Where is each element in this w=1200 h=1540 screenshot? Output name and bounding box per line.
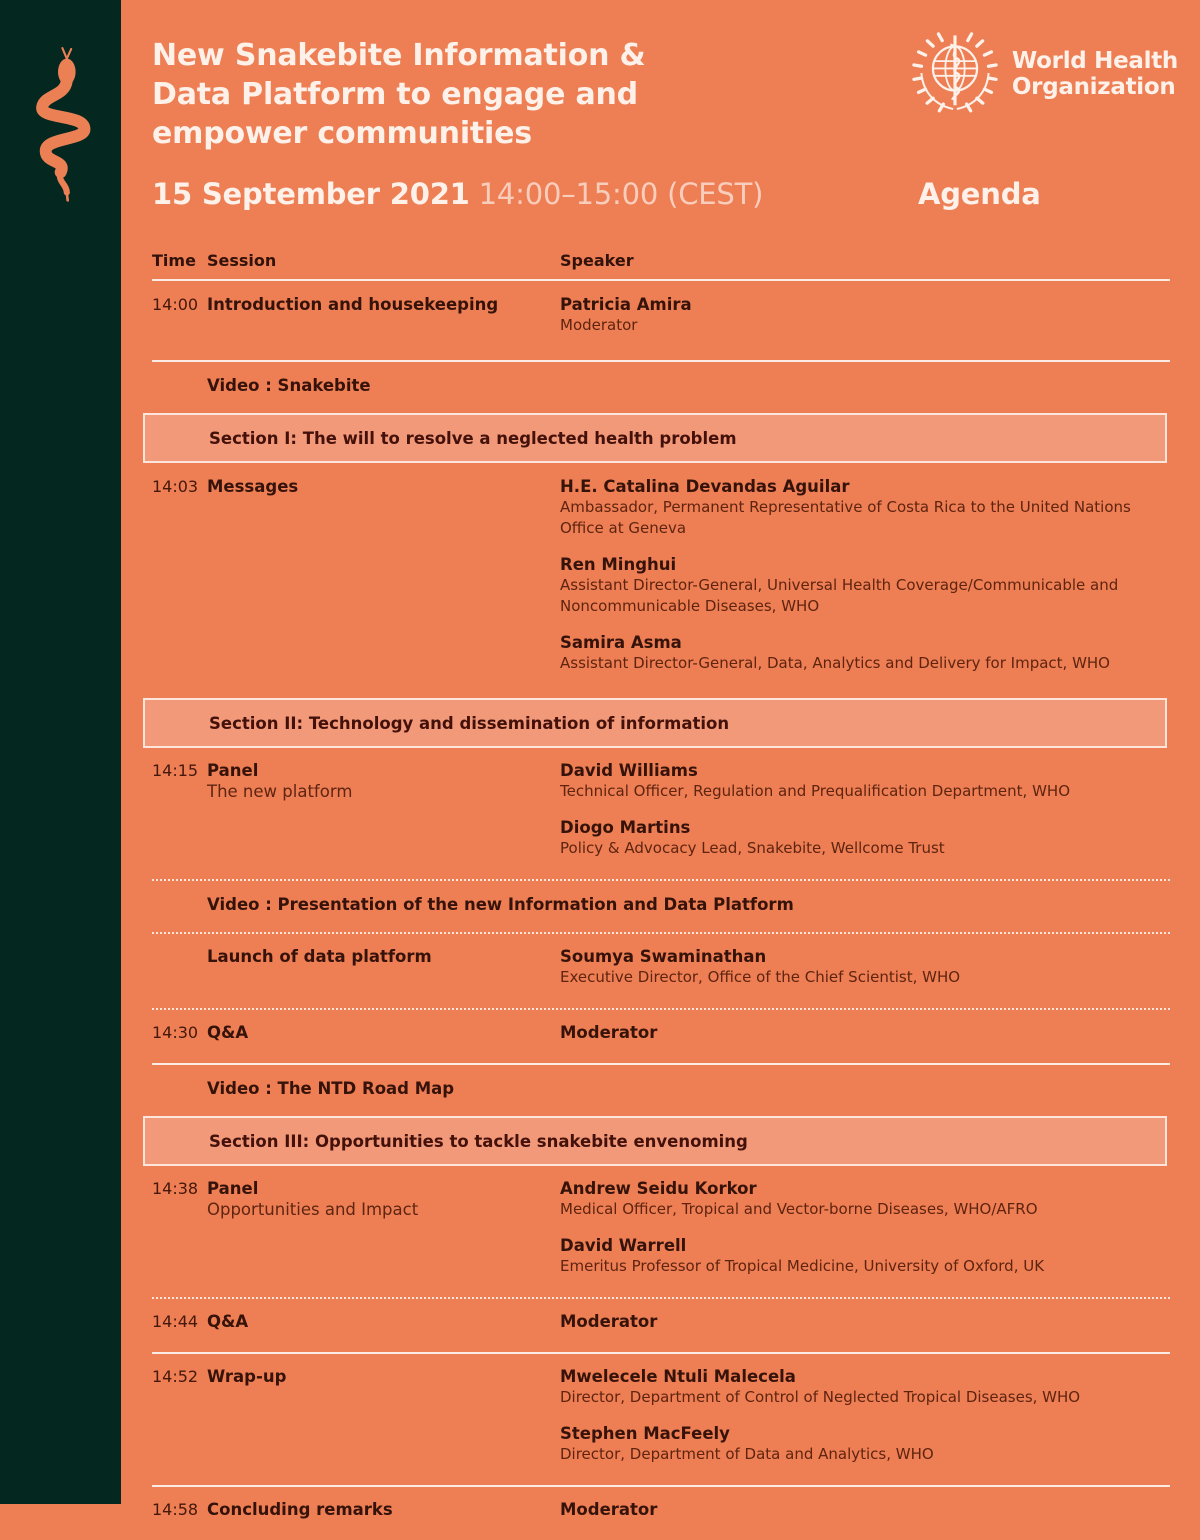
event-time-range: 14:00–15:00 (CEST) (469, 177, 764, 211)
video-row-ntd: Video : The NTD Road Map (207, 1079, 455, 1098)
speaker-cell (560, 294, 1170, 336)
session-title: Panel (207, 761, 259, 780)
speaker-entry (560, 1366, 1170, 1408)
who-emblem-icon (909, 28, 1001, 120)
speaker-cell (560, 1178, 1170, 1277)
speaker-role: Executive Director, Office of the Chief Scientist, WHO (560, 968, 961, 986)
date-row (152, 177, 1170, 217)
agenda-row-1444 (152, 1299, 1170, 1352)
speaker-entry (560, 554, 1170, 617)
section-band-1: Section I: The will to resolve a neglected health problem (143, 413, 1167, 463)
who-text-line-2: Organization (1011, 74, 1176, 100)
speaker-role: Emeritus Professor of Tropical Medicine, University of Oxford, UK (560, 1257, 1045, 1275)
title-line-2: Data Platform to engage and (152, 77, 638, 112)
agenda-row-1400 (152, 281, 1170, 360)
title-line-1: New Snakebite Information & (152, 38, 646, 73)
speaker-entry (560, 760, 1170, 802)
speaker-cell (560, 946, 1170, 988)
speaker-name: David Williams (560, 761, 698, 780)
speaker-entry (560, 632, 1170, 674)
session-subtitle: The new platform (207, 782, 353, 801)
speaker-role: Policy & Advocacy Lead, Snakebite, Wellcome Trust (560, 839, 945, 857)
speaker-name: David Warrell (560, 1236, 687, 1255)
speaker-entry (560, 1178, 1170, 1220)
who-text-line-1: World Health (1011, 48, 1178, 74)
session-title: Panel (207, 1179, 259, 1198)
speaker-name: Patricia Amira (560, 295, 692, 314)
speaker-name: Andrew Seidu Korkor (560, 1179, 757, 1198)
title-line-3: empower communities (152, 116, 532, 151)
speaker-cell (560, 1311, 1170, 1332)
speaker-name: Diogo Martins (560, 818, 691, 837)
event-date: 15 September 2021 (152, 177, 470, 211)
sidebar (0, 0, 121, 1504)
column-header-session: Session (207, 251, 277, 270)
section-band-2: Section II: Technology and dissemination of information (143, 698, 1167, 748)
speaker-role: Technical Officer, Regulation and Prequalification Department, WHO (560, 782, 1070, 800)
speaker-name: Moderator (560, 1023, 658, 1042)
session-cell (207, 1178, 560, 1277)
video-row-platform: Video : Presentation of the new Information and Data Platform (207, 895, 794, 914)
session-subtitle: Opportunities and Impact (207, 1200, 419, 1219)
agenda-row-1403 (152, 463, 1170, 698)
agenda-row-1458 (152, 1487, 1170, 1540)
session-cell: Introduction and housekeeping (207, 295, 499, 314)
session-cell: Launch of data platform (207, 947, 432, 966)
agenda-row-1438 (152, 1166, 1170, 1297)
speaker-role: Assistant Director-General, Data, Analytics and Delivery for Impact, WHO (560, 654, 1110, 672)
speaker-name: Moderator (560, 1312, 658, 1331)
speaker-entry (560, 946, 1170, 988)
speaker-name: Soumya Swaminathan (560, 947, 767, 966)
time-cell: 14:38 (152, 1179, 199, 1198)
speaker-name: Ren Minghui (560, 555, 677, 574)
speaker-role: Medical Officer, Tropical and Vector-borne Diseases, WHO/AFRO (560, 1200, 1038, 1218)
time-cell: 14:03 (152, 477, 199, 496)
speaker-role: Assistant Director-General, Universal Health Coverage/Communicable and Noncommunicable Diseases, WHO (560, 576, 1119, 615)
session-cell: Messages (207, 477, 299, 496)
speaker-entry (560, 1423, 1170, 1465)
column-header-speaker: Speaker (560, 251, 634, 270)
agenda-row-launch (152, 934, 1170, 1008)
session-cell: Q&A (207, 1312, 249, 1331)
time-cell: 14:44 (152, 1312, 199, 1331)
speaker-role: Director, Department of Data and Analytics, WHO (560, 1445, 934, 1463)
speaker-name: Moderator (560, 1500, 658, 1519)
agenda-row-1430 (152, 1010, 1170, 1063)
speaker-role: Ambassador, Permanent Representative of Costa Rica to the United Nations Office at Geneva (560, 498, 1131, 537)
snake-illustration (14, 20, 102, 210)
session-cell: Concluding remarks (207, 1500, 393, 1519)
speaker-cell (560, 1022, 1170, 1043)
agenda-row-1452 (152, 1354, 1170, 1485)
time-cell: 14:52 (152, 1367, 199, 1386)
session-cell: Wrap-up (207, 1367, 287, 1386)
column-header-time: Time (152, 251, 196, 270)
speaker-name: H.E. Catalina Devandas Aguilar (560, 477, 850, 496)
main-content (121, 0, 1200, 1519)
speaker-name: Mwelecele Ntuli Malecela (560, 1367, 796, 1386)
speaker-role: Moderator (560, 316, 638, 334)
speaker-cell (560, 760, 1170, 859)
speaker-cell (560, 1499, 1170, 1520)
session-cell: Q&A (207, 1023, 249, 1042)
video-row-snakebite: Video : Snakebite (207, 376, 371, 395)
table-header (152, 251, 1170, 279)
time-cell: 14:15 (152, 761, 199, 780)
speaker-cell (560, 476, 1170, 674)
speaker-role: Director, Department of Control of Neglected Tropical Diseases, WHO (560, 1388, 1081, 1406)
speaker-entry (560, 1235, 1170, 1277)
time-cell: 14:00 (152, 295, 199, 314)
agenda-row-1415 (152, 748, 1170, 879)
who-logo (909, 28, 1178, 120)
speaker-name: Stephen MacFeely (560, 1424, 730, 1443)
time-cell: 14:30 (152, 1023, 199, 1042)
session-cell (207, 760, 560, 859)
speaker-entry (560, 476, 1170, 539)
who-logo-text (1012, 48, 1178, 100)
time-cell (152, 946, 207, 988)
agenda-label: Agenda (918, 177, 1041, 211)
speaker-entry (560, 294, 1170, 336)
section-band-3: Section III: Opportunities to tackle snakebite envenoming (143, 1116, 1167, 1166)
speaker-cell (560, 1366, 1170, 1465)
time-cell: 14:58 (152, 1500, 199, 1519)
page-title (152, 36, 792, 153)
speaker-entry (560, 817, 1170, 859)
speaker-name: Samira Asma (560, 633, 682, 652)
